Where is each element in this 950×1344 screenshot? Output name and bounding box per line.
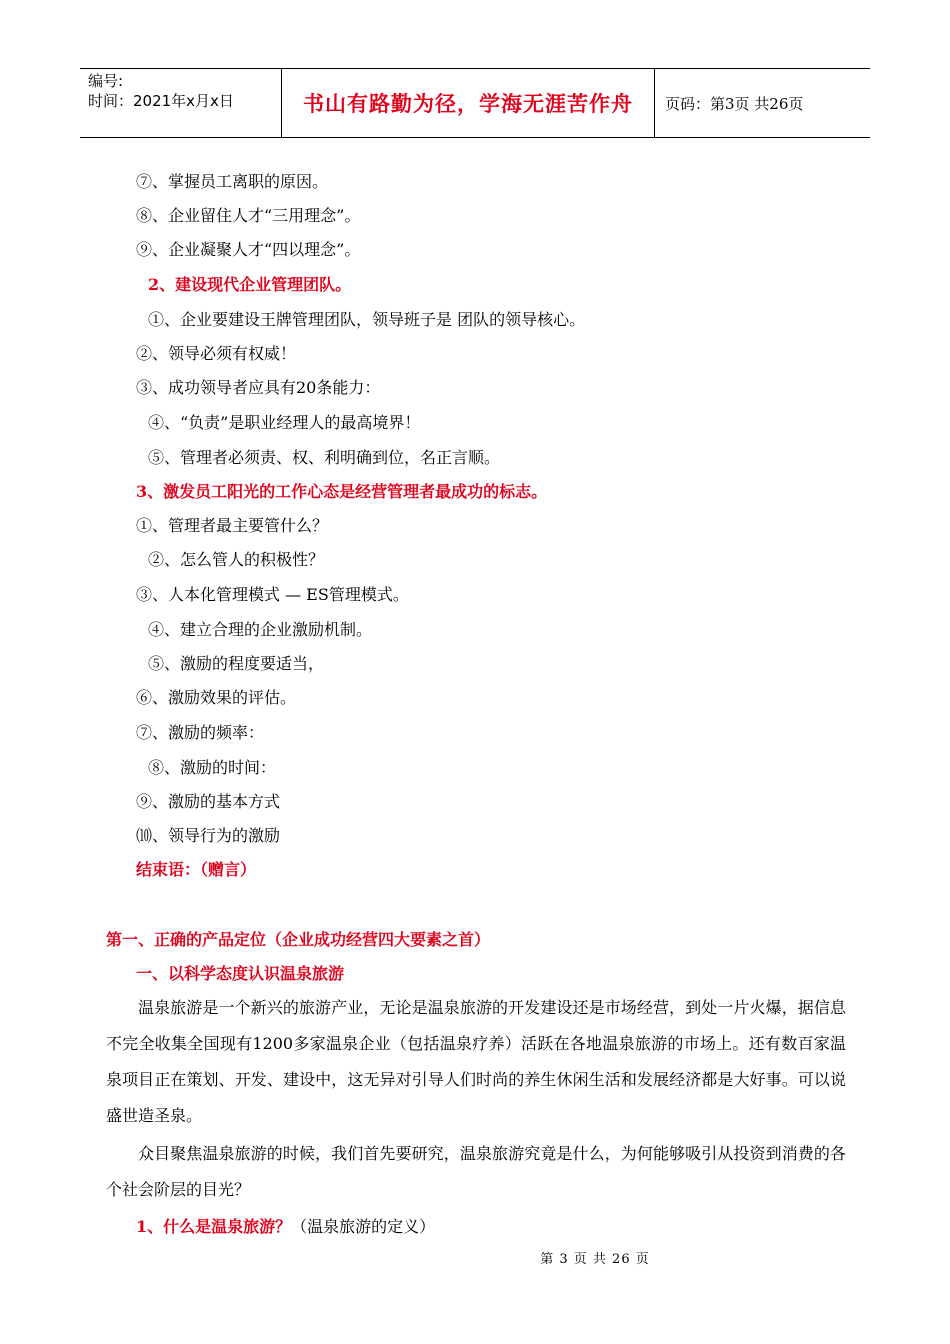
list-item: ③、人本化管理模式 — ES管理模式。 (136, 585, 409, 604)
list-item: ①、企业要建设王牌管理团队，领导班子是 团队的领导核心。 (148, 310, 586, 329)
subsection-heading: 3、激发员工阳光的工作心态是经营管理者最成功的标志。 (136, 482, 548, 501)
header-page-info: 页码：第3页 共26页 (665, 94, 804, 113)
question-title: 1、什么是温泉旅游？ (136, 1217, 292, 1236)
footer-page-number: 第 3 页 共 26 页 (540, 1252, 650, 1267)
list-item: ④、建立合理的企业激励机制。 (148, 620, 373, 639)
section-heading: 第一、正确的产品定位（企业成功经营四大要素之首） (106, 930, 491, 949)
list-item: ⑤、管理者必须责、权、利明确到位，名正言顺。 (148, 448, 501, 467)
time-label: 时间：2021年x月x日 (88, 92, 234, 110)
list-item: ④、“负责”是职业经理人的最高境界！ (148, 413, 421, 432)
list-item: ③、成功领导者应具有20条能力： (136, 378, 381, 397)
page-header (80, 68, 870, 138)
section-subheading: 一、以科学态度认识温泉旅游 (136, 964, 345, 983)
list-item: ⑦、掌握员工离职的原因。 (136, 172, 329, 191)
list-item: ⑤、激励的程度要适当， (148, 654, 325, 673)
list-item: ②、领导必须有权威！ (136, 344, 297, 363)
list-item: ⑽、领导行为的激励 (136, 826, 281, 845)
body-paragraph: 众目聚焦温泉旅游的时候，我们首先要研究，温泉旅游究竟是什么，为何能够吸引从投资到消费的各个社会阶层的目光？ (106, 1144, 846, 1199)
question-note: （温泉旅游的定义） (291, 1217, 436, 1236)
closing-remarks: 结束语：（赠言） (136, 860, 257, 879)
header-motto: 书山有路勤为径，学海无涯苦作舟 (282, 69, 655, 137)
subsection-heading: 2、建设现代企业管理团队。 (148, 275, 352, 294)
list-item: ①、管理者最主要管什么？ (136, 516, 329, 535)
question-line (136, 1217, 435, 1237)
list-item: ⑨、企业凝聚人才“四以理念”。 (136, 240, 361, 259)
list-item: ②、怎么管人的积极性？ (148, 550, 325, 569)
list-item: ⑨、激励的基本方式 (136, 792, 281, 811)
list-item: ⑧、企业留住人才“三用理念”。 (136, 206, 361, 225)
header-meta (80, 69, 282, 137)
list-item: ⑦、激励的频率： (136, 723, 265, 742)
number-label: 编号: (88, 72, 124, 90)
page-footer (0, 1248, 950, 1267)
body-paragraph: 温泉旅游是一个新兴的旅游产业，无论是温泉旅游的开发建设还是市场经营，到处一片火爆，据信息不完全收集全国现有1200多家温泉企业（包括温泉疗养）活跃在各地温泉旅游的市场上。还有数百家温泉项目正在策划、开发、建设中，这无异对引导人们时尚的养生休闲生活和发展经济都是大好事。可以说盛世造圣泉。 (106, 998, 846, 1125)
list-item: ⑧、激励的时间： (148, 758, 277, 777)
list-item: ⑥、激励效果的评估。 (136, 688, 297, 707)
